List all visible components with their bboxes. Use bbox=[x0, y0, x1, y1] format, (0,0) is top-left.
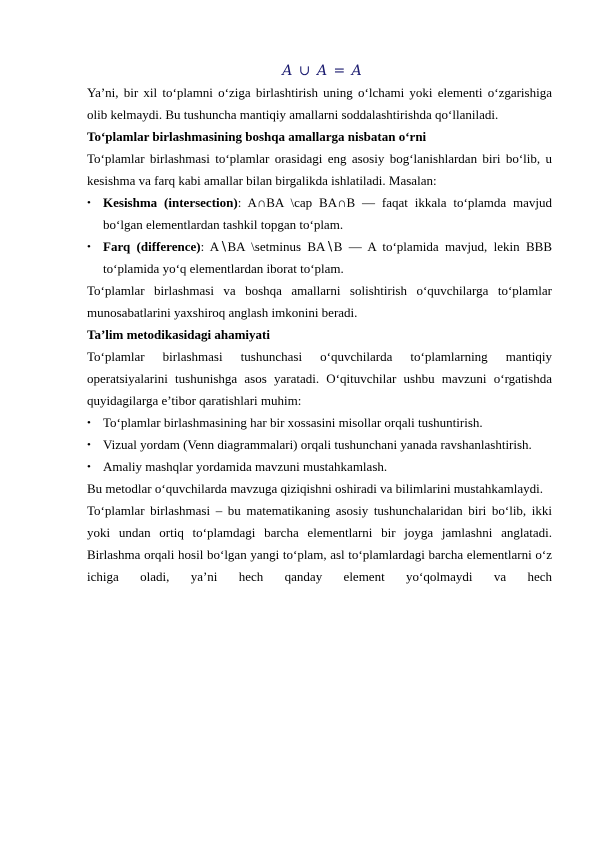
teaching-tips-list bbox=[87, 412, 552, 478]
bullet-icon: • bbox=[87, 439, 91, 451]
bullet-icon: • bbox=[87, 197, 91, 209]
formula-union-idempotent bbox=[93, 60, 552, 82]
document-page bbox=[87, 60, 552, 588]
heading-teaching-importance: Ta’lim metodikasidagi ahamiyati bbox=[87, 327, 270, 342]
list-item-tip-2 bbox=[87, 434, 552, 456]
heading-union-relation: To‘plamlar birlashmasining boshqa amallarga nisbatan o‘rni bbox=[87, 129, 427, 144]
tip-text: Amaliy mashqlar yordamida mavzuni mustahkamlash. bbox=[103, 459, 388, 474]
paragraph-6: To‘plamlar birlashmasi – bu matematikaning asosiy tushunchalaridan biri bo‘lib, ikki yoki undan ortiq to‘plamdagi barcha elementlarni bir joyga jamlashni anglatadi. Birlashma orqali hosil bo‘lgan yangi to‘plam, asl to‘plamlardagi barcha elementlarni o‘z ichiga oladi, ya’ni hech qanday element yo‘qolmaydi va hech bbox=[87, 503, 552, 584]
paragraph-3: To‘plamlar birlashmasi va boshqa amallarni solishtirish o‘quvchilarga to‘plamlar munosabatlarini yaxshiroq anglash imkonini beradi. bbox=[87, 283, 552, 320]
paragraph-1: Ya’ni, bir xil to‘plamni o‘ziga birlashtirish uning o‘lchami yoki elementi o‘zgarishiga olib kelmaydi. Bu tushuncha mantiqiy amallarni soddalashtirishda qo‘llaniladi. bbox=[87, 85, 552, 122]
formula-text: A ∪ A = A bbox=[282, 63, 363, 79]
paragraph-4: To‘plamlar birlashmasi tushunchasi o‘quvchilarda to‘plamlarning mantiqiy operatsiyalarini tushunishga asos yaratadi. O‘qituvchilar ushbu mavzuni o‘rgatishda quyidagilarga e’tibor qaratishlari muhim: bbox=[87, 349, 552, 408]
paragraph-5: Bu metodlar o‘quvchilarda mavzuga qiziqishni oshiradi va bilimlarini mustahkamlaydi. bbox=[87, 481, 543, 496]
list-item-intersection bbox=[87, 192, 552, 236]
bullet-icon: • bbox=[87, 241, 91, 253]
term-difference: Farq (difference) bbox=[103, 239, 201, 254]
definition-difference: : A∖BA \setminus BA∖B — A to‘plamida mavjud, lekin BBB to‘plamida yo‘q elementlardan iborat to‘plam. bbox=[103, 239, 552, 276]
paragraph-2: To‘plamlar birlashmasi to‘plamlar orasidagi eng asosiy bog‘lanishlardan biri bo‘lib, u kesishma va farq kabi amallar bilan birgalikda ishlatiladi. Masalan: bbox=[87, 151, 552, 188]
operations-list bbox=[87, 192, 552, 280]
definition-intersection: : A∩BA \cap BA∩B — faqat ikkala to‘plamda mavjud bo‘lgan elementlardan tashkil topgan to‘plam. bbox=[103, 195, 552, 232]
tip-text: Vizual yordam (Venn diagrammalari) orqali tushunchani yanada ravshanlashtirish. bbox=[103, 437, 532, 452]
list-item-difference bbox=[87, 236, 552, 280]
tip-text: To‘plamlar birlashmasining har bir xossasini misollar orqali tushuntirish. bbox=[103, 415, 483, 430]
term-intersection: Kesishma (intersection) bbox=[103, 195, 238, 210]
list-item-tip-3 bbox=[87, 456, 552, 478]
bullet-icon: • bbox=[87, 461, 91, 473]
list-item-tip-1 bbox=[87, 412, 552, 434]
bullet-icon: • bbox=[87, 417, 91, 429]
